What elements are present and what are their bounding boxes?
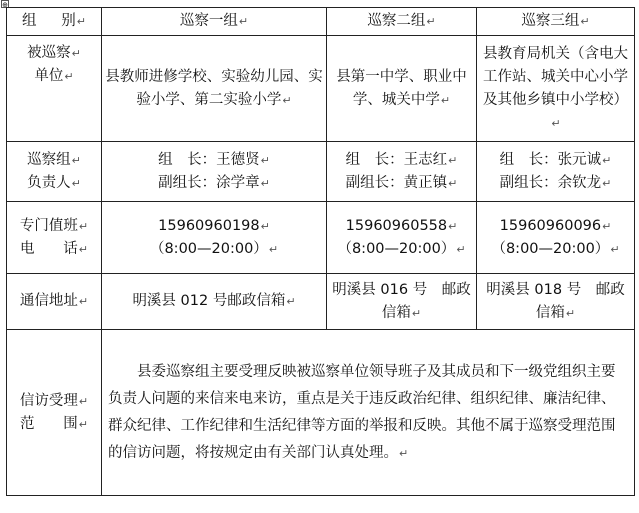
header-team3: 巡察三组↵ [477,8,635,36]
paragraph-mark-icon: ↵ [78,295,89,308]
header-group-cell [7,8,102,36]
paragraph-mark-icon: ↵ [602,219,612,233]
paragraph-mark-icon: ↵ [78,417,88,431]
address-label: 通信地址↵ [7,274,102,330]
leaders-team2: 组 长：王志红↵ 副组长：黄正镇↵ [327,142,477,202]
paragraph-mark-icon: ↵ [238,15,249,28]
leaders-row [7,142,635,202]
header-group-char1: 组 [22,13,37,29]
header-row [7,8,635,36]
phone-team1: 15960960198↵ （8:00—20:00）↵ [102,202,327,274]
paragraph-mark-icon: ↵ [260,153,270,167]
units-team1: 县教师进修学校、实验幼儿园、实验小学、第二实验小学↵ [102,36,327,142]
table-anchor-icon[interactable]: ⊕ [2,1,8,9]
address-team3: 明溪县 018 号 邮政信箱↵ [477,274,635,330]
paragraph-mark-icon: ↵ [71,47,81,60]
units-team3: 县教育局机关（含电大工作站、城关中心小学及其他乡镇中小学校）↵ [477,36,635,142]
paragraph-mark-icon: ↵ [602,153,612,167]
paragraph-mark-icon: ↵ [426,15,436,28]
paragraph-mark-icon: ↵ [610,242,620,256]
units-label: 被巡察↵ 单位↵ [7,36,102,142]
paragraph-mark-icon: ↵ [78,242,88,256]
paragraph-mark-icon: ↵ [448,176,458,190]
phone-team2: 15960960558↵ （8:00—20:00）↵ [327,202,477,274]
paragraph-mark-icon: ↵ [268,242,279,256]
paragraph-mark-icon: ↵ [399,446,409,460]
header-team2: 巡察二组↵ [327,8,477,36]
scope-text: 县委巡察组主要受理反映被巡察单位领导班子及其成员和下一级党组织主要负责人问题的来信来电来访，重点是关于违反政治纪律、组织纪律、廉洁纪律、群众纪律、工作纪律和生活纪律等方面的举报和反映。其他不属于巡察受理范围的信访问题，将按规定由有关部门认真处理。↵ [102,330,635,496]
paragraph-mark-icon: ↵ [411,306,422,320]
paragraph-mark-icon: ↵ [260,219,270,233]
paragraph-mark-icon: ↵ [78,219,89,233]
header-team1: 巡察一组↵ [102,8,327,36]
scope-label: 信访受理↵ 范 围↵ [7,330,102,496]
paragraph-mark-icon: ↵ [78,394,89,408]
header-group-char2: 别↵ [61,13,86,29]
scope-label-char1: 范 [20,415,35,432]
leaders-label: 巡察组↵ 负责人↵ [7,142,102,202]
paragraph-mark-icon: ↵ [551,116,561,130]
leaders-team1: 组 长：王德贤↵ 副组长：涂学章↵ [102,142,327,202]
scope-label-char2: 围↵ [63,415,88,432]
inspection-table [6,7,635,496]
paragraph-mark-icon: ↵ [565,306,576,320]
scope-row [7,330,635,496]
paragraph-mark-icon: ↵ [440,93,451,107]
address-team2: 明溪县 016 号 邮政信箱↵ [327,274,477,330]
paragraph-mark-icon: ↵ [76,15,86,28]
phone-row [7,202,635,274]
paragraph-mark-icon: ↵ [286,295,296,308]
phone-label-char2: 话↵ [63,240,88,257]
paragraph-mark-icon: ↵ [71,153,81,167]
units-team2: 县第一中学、职业中学、城关中学↵ [327,36,477,142]
paragraph-mark-icon: ↵ [602,176,612,190]
paragraph-mark-icon: ↵ [71,176,81,190]
paragraph-mark-icon: ↵ [260,176,270,190]
paragraph-mark-icon: ↵ [282,93,292,107]
paragraph-mark-icon: ↵ [448,153,458,167]
phone-label: 专门值班↵ 电 话↵ [7,202,102,274]
units-row [7,36,635,142]
address-row [7,274,635,330]
paragraph-mark-icon: ↵ [456,242,466,256]
phone-team3: 15960960096↵ （8:00—20:00）↵ [477,202,635,274]
phone-label-char1: 电 [20,240,35,257]
leaders-team3: 组 长：张元诚↵ 副组长：余钦龙↵ [477,142,635,202]
paragraph-mark-icon: ↵ [448,219,458,233]
paragraph-mark-icon: ↵ [64,70,74,83]
paragraph-mark-icon: ↵ [580,15,590,28]
address-team1: 明溪县 012 号邮政信箱↵ [102,274,327,330]
